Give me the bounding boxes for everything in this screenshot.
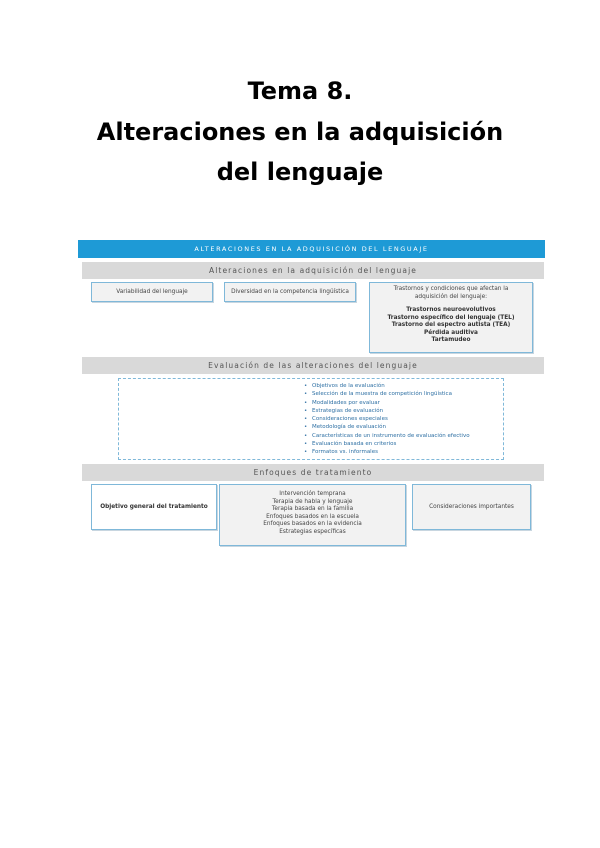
list-item: • Selección de la muestra de competición lingüística <box>304 390 470 398</box>
box-trastornos-heading: Trastornos y condiciones que afectan la adquisición del lenguaje: <box>393 286 509 300</box>
box-trastornos <box>369 282 533 353</box>
list-item: • Estrategias de evaluación <box>304 407 470 415</box>
enfoque-item: Intervención temprana <box>279 491 346 497</box>
evaluacion-list-box <box>118 378 504 460</box>
enfoque-item: Terapia basada en la familia <box>271 506 354 512</box>
box-enfoques <box>219 484 406 546</box>
box-objetivo-label: Objetivo general del tratamiento <box>100 504 208 510</box>
list-item: • Formatos vs. informales <box>304 448 470 456</box>
section-header-alteraciones: Alteraciones en la adquisición del lenguaje <box>82 262 544 279</box>
trastorno-item: Pérdida auditiva <box>424 329 478 336</box>
document-title-line-1: Tema 8. <box>247 77 353 105</box>
scheme-banner: ALTERACIONES EN LA ADQUISICIÓN DEL LENGUAJE <box>78 240 545 258</box>
section-header-evaluacion: Evaluación de las alteraciones del lenguaje <box>82 357 544 374</box>
enfoque-item: Terapia de habla y lenguaje <box>272 498 353 505</box>
enfoque-item: Estrategias específicas <box>279 528 346 535</box>
enfoque-item: Enfoques basados en la evidencia <box>263 521 362 527</box>
evaluacion-list <box>304 382 470 457</box>
box-consideraciones-label: Consideraciones importantes <box>429 504 514 510</box>
trastorno-item: Trastornos neurоevolutivos <box>406 307 496 313</box>
list-item: • Metodología de evaluación <box>304 423 470 431</box>
box-consideraciones <box>412 484 531 530</box>
box-variabilidad <box>91 282 213 302</box>
list-item: • Objetivos de la evaluación <box>304 382 470 390</box>
box-diversidad-label: Diversidad en la competencia lingüística <box>231 289 349 295</box>
list-item: • Modalidades por evaluar <box>304 399 470 407</box>
trastorno-item: Tartamudeo <box>431 337 471 343</box>
box-diversidad <box>224 282 356 302</box>
document-title-line-3: del lenguaje <box>216 158 384 186</box>
list-item: • Consideraciones especiales <box>304 415 470 423</box>
list-item: • Características de un instrumento de evaluación efectivo <box>304 432 470 440</box>
list-item: • Evaluación basada en criterios <box>304 440 470 448</box>
section-header-tratamiento: Enfoques de tratamiento <box>82 464 544 481</box>
box-variabilidad-label: Variabilidad del lenguaje <box>116 289 188 295</box>
document-title-line-2: Alteraciones en la adquisición <box>96 118 504 146</box>
trastorno-item: Trastorno del espectro autista (TEA) <box>391 322 511 328</box>
box-objetivo <box>91 484 217 530</box>
trastorno-item: Trastorno específico del lenguaje (TEL) <box>387 314 515 321</box>
concept-scheme <box>78 240 545 547</box>
enfoque-item: Enfoques basados en la escuela <box>266 513 359 520</box>
